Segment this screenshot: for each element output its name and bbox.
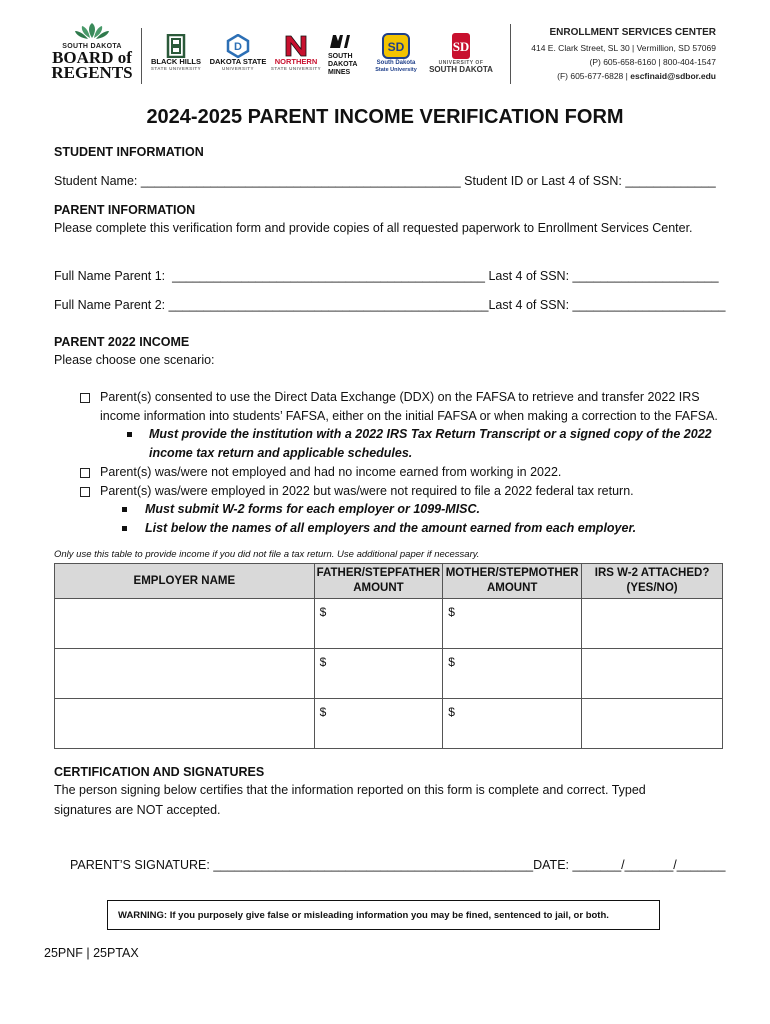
student-id-label: Student ID or Last 4 of SSN: [464,174,622,188]
header-employer-name: EMPLOYER NAME [55,564,315,599]
bullet-icon [122,526,127,531]
father-amount-cell[interactable]: $ [314,699,443,749]
office-title: ENROLLMENT SERVICES CENTER [549,27,716,38]
usd-mark-icon [449,32,473,60]
father-amount-cell[interactable]: $ [314,599,443,649]
mother-amount-cell[interactable]: $ [443,699,582,749]
option1-checkbox[interactable] [80,393,90,403]
footer-form-code: 25PNF | 25PTAX [44,946,139,960]
parent2-ssn-field[interactable]: ______________________ [572,298,726,312]
sdbor-logo [48,22,136,80]
mother-amount-cell[interactable]: $ [443,649,582,699]
sdsu-sub: State University [375,67,417,73]
logo-usd [425,32,497,74]
student-section-heading: STUDENT INFORMATION [54,145,204,159]
svg-text:SD: SD [452,39,470,54]
usd-sub: UNIVERSITY OF [438,60,484,66]
sdbor-state: SOUTH DAKOTA [62,43,122,50]
office-address: 414 E. Clark Street, SL 30 | Vermillion, SD 57069 [531,43,716,53]
student-id-field[interactable]: _____________ [625,174,716,188]
employer-name-cell[interactable] [55,699,315,749]
nsu-mark-icon [283,34,309,58]
option3-note1: Must submit W-2 forms for each employer or 1099-MISC. [145,502,481,516]
logo-bhsu [145,34,207,71]
office-phone: (P) 605-658-6160 | 800-404-1547 [589,57,716,67]
office-email[interactable]: escfinaid@sdbor.edu [630,71,716,81]
mines-mark-icon [328,32,352,50]
dsu-name: DAKOTA STATE [209,57,267,66]
office-fax: (F) 605-677-6828 | [557,71,628,81]
sdbor-regents: REGENTS [51,63,133,82]
parent1-row [54,269,719,283]
logo-nsu [268,34,324,71]
parent1-label: Full Name Parent 1: [54,269,166,283]
cert-section-heading: CERTIFICATION AND SIGNATURES [54,765,265,779]
mother-amount-cell[interactable]: $ [443,599,582,649]
usd-name: SOUTH DAKOTA [429,65,493,74]
nsu-sub: STATE UNIVERSITY [270,66,322,71]
header-father-amount: FATHER/STEPFATHER AMOUNT [314,564,443,599]
table-header-row [55,564,723,599]
option1-note-line2: income tax return and applicable schedules. [149,446,413,460]
student-name-field[interactable]: ______________________________________________ [140,174,461,188]
choose-scenario: Please choose one scenario: [54,353,215,367]
table-row [55,699,723,749]
employer-name-cell[interactable] [55,649,315,699]
warning-box: WARNING: If you purposely give false or misleading information you may be fined, sentenced to jail, or both. [107,900,660,930]
option3-checkbox[interactable] [80,487,90,497]
nsu-name: NORTHERN [274,57,318,66]
option1-line2: income information into students’ FAFSA, either on the initial FAFSA or when making a correction to the FAFSA. [100,409,718,423]
table-row [55,599,723,649]
bullet-icon [127,432,132,437]
employer-table [54,563,723,749]
parent2-row [54,298,726,312]
table-row [55,649,723,699]
svg-text:SD: SD [387,40,405,54]
logo-mines [328,32,364,77]
office-fax-email [557,71,716,81]
parent2-name-field[interactable]: ______________________________________________ [168,298,489,312]
father-amount-cell[interactable]: $ [314,649,443,699]
student-name-label: Student Name: [54,174,138,188]
bhsu-mark-icon [166,34,186,58]
parent-section-heading: PARENT INFORMATION [54,203,196,217]
logo-divider [141,28,142,84]
form-title: 2024-2025 PARENT INCOME VERIFICATION FORM [146,106,624,128]
employer-name-cell[interactable] [55,599,315,649]
option3-text: Parent(s) was/were employed in 2022 but was/were not required to file a 2022 federal tax return. [100,484,634,498]
student-name-row [54,174,716,188]
w2-attached-cell[interactable] [582,699,723,749]
signature-label: PARENT’S SIGNATURE: [70,858,210,872]
dsu-mark-icon [226,34,250,58]
parent2-label: Full Name Parent 2: [54,298,166,312]
option1-line1: Parent(s) consented to use the Direct Data Exchange (DDX) on the FAFSA to retrieve and transfer 2022 IRS [100,390,700,404]
income-section-heading: PARENT 2022 INCOME [54,335,190,349]
option1-note-line1: Must provide the institution with a 2022 IRS Tax Return Transcript or a signed copy of the 2022 [149,427,712,441]
date-field[interactable]: _______/_______/_______ [572,858,726,872]
date-label: DATE: [533,858,570,872]
cert-line1: The person signing below certifies that the information reported on this form is complete and correct. Typed [54,783,646,797]
leaf-cluster-icon [72,22,112,40]
mines-name: SOUTH DAKOTA MINES [328,53,358,76]
w2-attached-cell[interactable] [582,649,723,699]
header-w2-attached: IRS W-2 ATTACHED? (YES/NO) [582,564,723,599]
bhsu-name: BLACK HILLS [151,57,201,66]
parent1-ssn-field[interactable]: _____________________ [572,269,719,283]
option3-note2: List below the names of all employers and the amount earned from each employer. [145,521,637,535]
svg-text:D: D [234,41,242,53]
sdsu-mark-icon [381,32,411,60]
sdsu-name: South Dakota [376,60,416,66]
w2-attached-cell[interactable] [582,599,723,649]
table-note: Only use this table to provide income if you did not file a tax return. Use additional paper if necessary. [54,549,480,560]
contact-divider [510,24,511,84]
sdbor-board: BOARD of [52,48,132,67]
signature-field[interactable]: ______________________________________________ [213,858,534,872]
logo-sdsu [368,32,424,73]
parent2-ssn-label: Last 4 of SSN: [488,298,570,312]
option2-checkbox[interactable] [80,468,90,478]
header-mother-amount: MOTHER/STEPMOTHER AMOUNT [443,564,582,599]
dsu-sub: UNIVERSITY [221,66,254,71]
option2-text: Parent(s) was/were not employed and had no income earned from working in 2022. [100,465,562,479]
parent1-name-field[interactable]: _____________________________________________ [168,269,485,283]
signature-row [70,858,725,872]
cert-line2: signatures are NOT accepted. [54,803,221,817]
bhsu-sub: STATE UNIVERSITY [150,66,202,71]
parent-instructions: Please complete this verification form and provide copies of all requested paperwork to Enrollment Services Center. [54,221,693,235]
logo-dsu [209,34,267,71]
bullet-icon [122,507,127,512]
parent1-ssn-label: Last 4 of SSN: [488,269,570,283]
